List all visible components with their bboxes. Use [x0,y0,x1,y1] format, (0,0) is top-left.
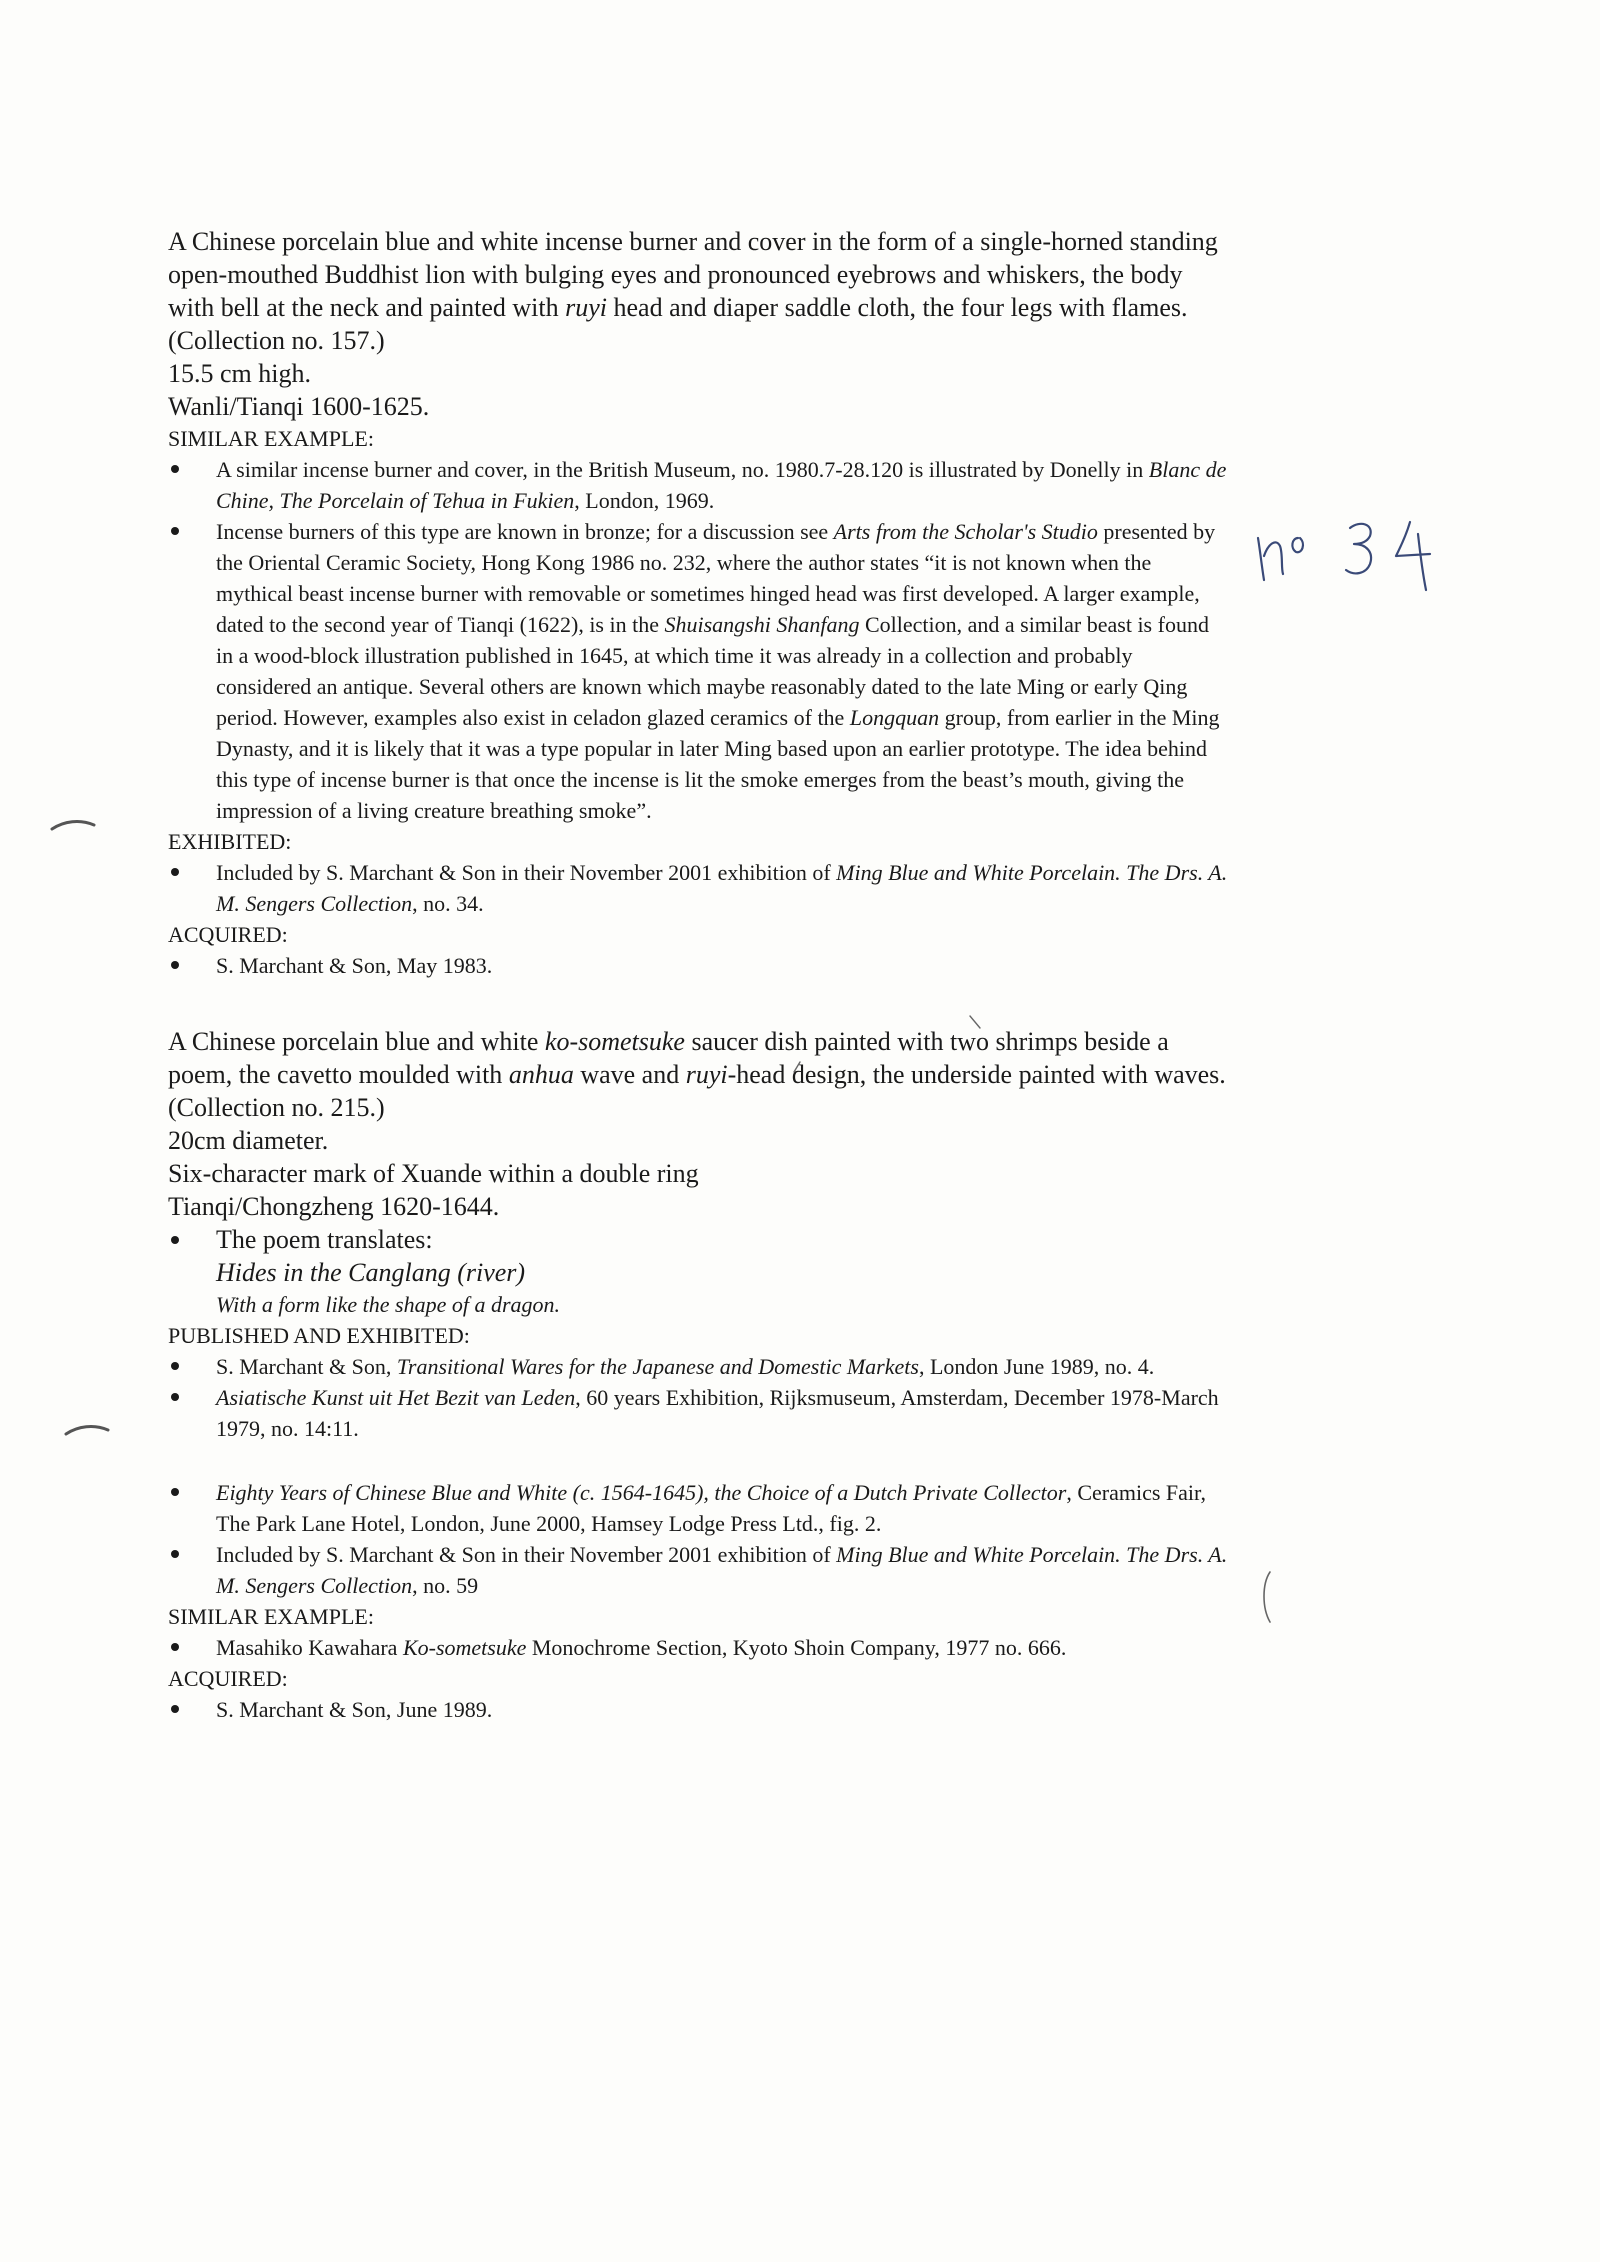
text-run: Included by S. Marchant & Son in their November 2001 exhibition of [216,860,837,885]
text-run: A Chinese porcelain blue and white incense burner and cover in the form of a single-horned standing open-mouthed Buddhist lion with bulging eyes and pronounced eyebrows and whiskers, the body with bell at the neck and painted with [168,227,1218,322]
text-run: , Ceramics Fair, The Park Lane Hotel, London, June 2000, Hamsey Lodge Press Ltd., fig. 2. [216,1480,1206,1536]
text-run: S. Marchant & Son, June 1989. [216,1697,493,1722]
list-item [168,1694,1228,1725]
italic-text: Ming Blue and White Porcelain. The Drs. A. M. Sengers Collection [216,1542,1228,1598]
text-run: presented by the Oriental Ceramic Society, Hong Kong 1986 no. 232, where the author states “it is not known when the mythical beast incense burner with removable or sometimes hinged head was first developed. A larger example, dated to the second year of Tianqi (1622), is in the [216,519,1216,637]
italic-text: Asiatische Kunst uit Het Bezit van Leden [216,1385,576,1410]
italic-text: Blanc de Chine, The Porcelain of Tehua in Fukien [216,457,1227,513]
text-run: Monochrome Section, Kyoto Shoin Company, 1977 no. 666. [526,1635,1067,1660]
italic-text: Longquan [849,705,940,730]
list-item [168,1632,1228,1663]
italic-text: ko-sometsuke [544,1027,685,1056]
acquired-list [168,1694,1228,1725]
similar-example-list [168,1632,1228,1663]
list-item [168,516,1228,826]
poem-list [168,1223,1228,1256]
section-heading: EXHIBITED: [168,829,292,854]
text-run: A similar incense burner and cover, in the British Museum, no. 1980.7-28.120 is illustrated by Donelly in [216,457,1149,482]
section-heading: ACQUIRED: [168,922,288,947]
text-run: Masahiko Kawahara [216,1635,403,1660]
text-run: Included by S. Marchant & Son in their November 2001 exhibition of [216,1542,837,1567]
catalogue-entry-1 [168,225,1228,981]
section-heading: ACQUIRED: [168,1666,288,1691]
list-item [168,1351,1228,1382]
italic-text: Ming Blue and White Porcelain. The Drs. A. M. Sengers Collection [216,860,1228,916]
italic-text: ruyi [685,1060,728,1089]
acquired-list [168,950,1228,981]
text-run: S. Marchant & Son, [216,1354,397,1379]
text-run: saucer dish painted with two shrimps beside a poem, the cavetto moulded with [168,1027,1169,1089]
published-exhibited-list [168,1351,1228,1601]
list-item [168,857,1228,919]
scan-mark [790,1060,804,1074]
text-run: wave and [573,1060,686,1089]
entry-description [168,225,1228,324]
dimensions: 20cm diameter. [168,1126,329,1155]
section-heading: PUBLISHED AND EXHIBITED: [168,1323,470,1348]
exhibited-list [168,857,1228,919]
section-heading: SIMILAR EXAMPLE: [168,1604,374,1629]
poem-intro: The poem translates: [168,1223,1228,1256]
italic-text: ruyi [565,293,607,322]
poem-line: With a form like the shape of a dragon. [216,1292,561,1317]
text-run: group, from earlier in the Ming Dynasty, and it is likely that it was a type popular in later Ming based upon an earlier prototype. The idea behind this type of incense burner is that once the incense is lit the smoke emerges from the beast’s mouth, giving the impression of a living creature breathing smoke”. [216,705,1220,823]
list-item [168,1382,1228,1444]
list-item [168,950,1228,981]
text-run: , no. 59 [412,1573,479,1598]
text-run: Collection, and a similar beast is found in a wood-block illustration published in 1645, at which time it was already in a collection and probably considered an antique. Several others are known which maybe reasonably dated to the late Ming or early Qing period. However, examples also exist in celadon glazed ceramics of the [216,612,1209,730]
scan-mark [62,1420,112,1440]
italic-text: Arts from the Scholar's Studio [833,519,1098,544]
handwriting-strokes [1258,522,1430,590]
italic-text: Transitional Wares for the Japanese and Domestic Markets [396,1354,919,1379]
dimensions: 15.5 cm high. [168,359,311,388]
scan-mark [48,815,98,835]
italic-text: Eighty Years of Chinese Blue and White (c. 1564-1645), the Choice of a Dutch Private Collector [216,1480,1067,1505]
italic-text: anhua [508,1060,574,1089]
text-run: head and diaper saddle cloth, the four legs with flames. [607,293,1188,322]
text-run: , London June 1989, no. 4. [918,1354,1155,1379]
list-item [168,1539,1228,1601]
text-run: A Chinese porcelain blue and white [168,1027,545,1056]
collection-number: (Collection no. 157.) [168,326,385,355]
similar-example-list [168,454,1228,826]
section-heading: SIMILAR EXAMPLE: [168,426,374,451]
handwritten-annotation [1250,508,1450,598]
italic-text: Shuisangshi Shanfang [664,612,860,637]
collection-number: (Collection no. 215.) [168,1093,385,1122]
period: Wanli/Tianqi 1600-1625. [168,392,430,421]
document-body [168,225,1228,1725]
list-item [168,454,1228,516]
text-run: , 60 years Exhibition, Rijksmuseum, Amsterdam, December 1978-March 1979, no. 14:11. [216,1385,1219,1441]
poem-line: Hides in the Canglang (river) [216,1258,526,1287]
catalogue-entry-2 [168,1025,1228,1725]
scan-mark [966,1012,986,1032]
text-run: S. Marchant & Son, May 1983. [216,953,493,978]
italic-text: Ko-sometsuke [402,1635,527,1660]
entry-description [168,1025,1228,1091]
list-item [168,1477,1228,1539]
text-run: -head design, the underside painted with waves. [727,1060,1226,1089]
text-run: , London, 1969. [574,488,715,513]
text-run: Incense burners of this type are known in bronze; for a discussion see [216,519,834,544]
text-run: , no. 34. [412,891,484,916]
reign-mark: Six-character mark of Xuande within a double ring [168,1159,699,1188]
period: Tianqi/Chongzheng 1620-1644. [168,1192,500,1221]
scan-mark [1256,1568,1276,1628]
